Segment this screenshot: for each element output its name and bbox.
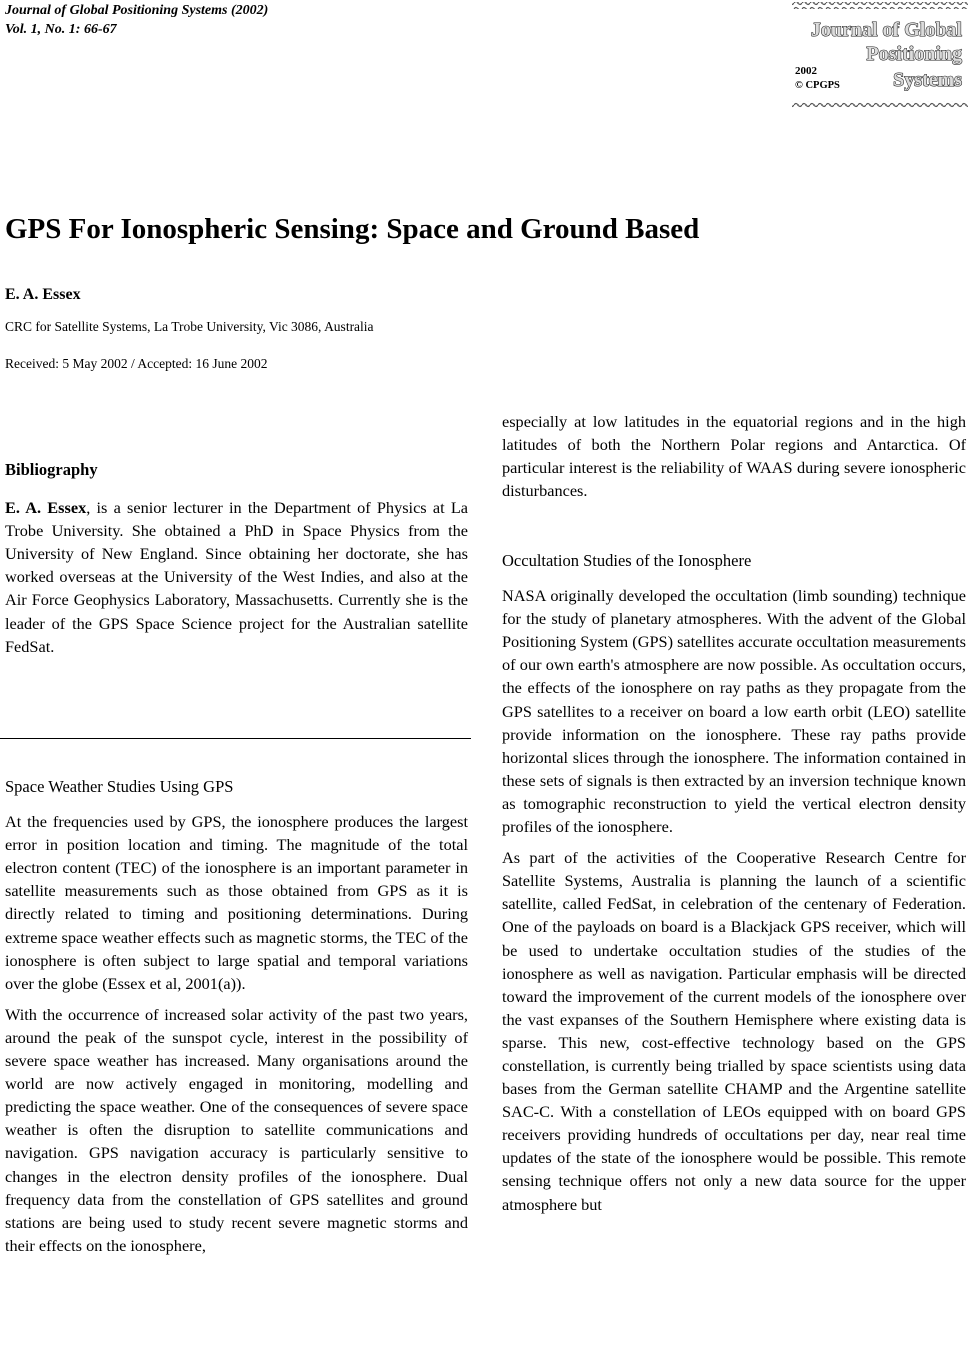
- logo-year: 2002: [795, 65, 817, 77]
- occultation-paragraph-1: NASA originally developed the occultation (limb sounding) technique for the study of planetary atmospheres. With the advent of the Global Positioning System (GPS) satellites accurate occultation measurements of our own earth's atmosphere are now possible. As occultation occurs, the effects of the ionosphere on ray paths as they propagate from the GPS satellites to a receiver on board a low earth orbit (LEO) satellite provide information on the ionosphere. These ray paths provide horizontal slices through the ionosphere. The information contained in these sets of signals is then extracted by an inversion technique known as tomographic reconstruction to yield the vertical electron density profiles of the ionosphere.: [502, 586, 966, 837]
- bibliography-text: [5, 496, 468, 658]
- occultation-paragraph-2: As part of the activities of the Cooperative Research Centre for Satellite Systems, Australia is planning the launch of a scientific satellite, called FedSat, in celebration of the centenary of Federation. One of the payloads on board is a Blackjack GPS receiver, which will be used to undertake occultation studies of the studies of the ionosphere as well as navigation. Particular emphasis will be directed toward the improvement of the current models of the ionosphere over the vast expanses of the Southern Hemisphere where existing data is sparse. This new, cost-effective technology based on the GPS constellation, is currently being trialled by space scientists using data bases from the German satellite CHAMP and the Argentine satellite SAC-C. With a constellation of LEOs equipped with on board GPS receivers providing hundreds of occultations per day, near real time updates of the state of the ionosphere would be possible. This remote sensing technique offers not only a new data source for the upper atmosphere but: [502, 848, 966, 1214]
- logo-copyright: © CPGPS: [795, 80, 840, 91]
- section-divider: [0, 738, 471, 739]
- logo-line2: Positioning: [866, 43, 962, 65]
- space-weather-continuation: [502, 410, 966, 510]
- paper-title: GPS For Ionospheric Sensing: Space and Ground Based: [5, 213, 700, 245]
- journal-name: Journal of Global Positioning Systems (2002): [5, 3, 269, 18]
- bibliography-body: , is a senior lecturer in the Department of Physics at La Trobe University. She obtained a PhD in Space Physics from the University of New England. Since obtaining her doctorate, she has worked overseas at the University of the West Indies, and also at the Air Force Geophysics Laboratory, Massachusetts. Currently she is the leader of the GPS Space Science project for the Australian satellite FedSat.: [5, 498, 469, 656]
- occultation-heading: Occultation Studies of the Ionosphere: [502, 551, 752, 570]
- space-weather-section: [5, 775, 468, 1265]
- space-weather-paragraph-1: At the frequencies used by GPS, the ionosphere produces the largest error in position location and timing. The magnitude of the total electron content (TEC) of the ionosphere is an important parameter in satellite measurements such as those obtained from GPS as it is directly related to timing and positioning determinations. During extreme space weather effects such as magnetic storms, the TEC of the ionosphere is often subject to large spatial and temporal variations over the globe (Essex et al, 2001(a)).: [5, 812, 468, 993]
- logo-line1: Journal of Global: [810, 19, 962, 41]
- logo-bottom-ornament: [792, 101, 968, 108]
- space-weather-heading: Space Weather Studies Using GPS: [5, 777, 234, 796]
- logo-line3: Systems: [893, 69, 962, 91]
- bibliography-section: [5, 458, 468, 666]
- occultation-section: [502, 549, 966, 1224]
- journal-volume: Vol. 1, No. 1: 66-67: [5, 22, 117, 37]
- received-date: Received: 5 May 2002 / Accepted: 16 June 2002: [5, 356, 268, 371]
- space-weather-paragraph-2: With the occurrence of increased solar activity of the past two years, around the peak of the sunspot cycle, interest in the possibility of severe space weather has increased. Many organisations around the world are now actively engaged in monitoring, modelling and predicting the space weather. One of the consequences of severe space weather is often the disruption to satellite communications and navigation. GPS navigation accuracy is particularly sensitive to changes in the electron density profiles of the ionosphere. Dual frequency data from the constellation of GPS satellites and ground stations are being used to study recent severe magnetic storms and their effects on the ionosphere,: [5, 1004, 468, 1255]
- journal-citation: [5, 1, 268, 39]
- bibliography-heading: Bibliography: [5, 460, 98, 479]
- space-weather-continuation-text: especially at low latitudes in the equatorial regions and in the high latitudes of both the Northern Polar regions and Antarctica. Of particular interest is the reliability of WAAS during severe ionospheric disturbances.: [502, 412, 966, 501]
- bibliography-author: E. A. Essex: [5, 498, 87, 518]
- journal-logo: [786, 0, 970, 112]
- logo-top-ornament: [792, 2, 968, 9]
- author-name: E. A. Essex: [5, 286, 81, 303]
- affiliation: CRC for Satellite Systems, La Trobe University, Vic 3086, Australia: [5, 319, 374, 334]
